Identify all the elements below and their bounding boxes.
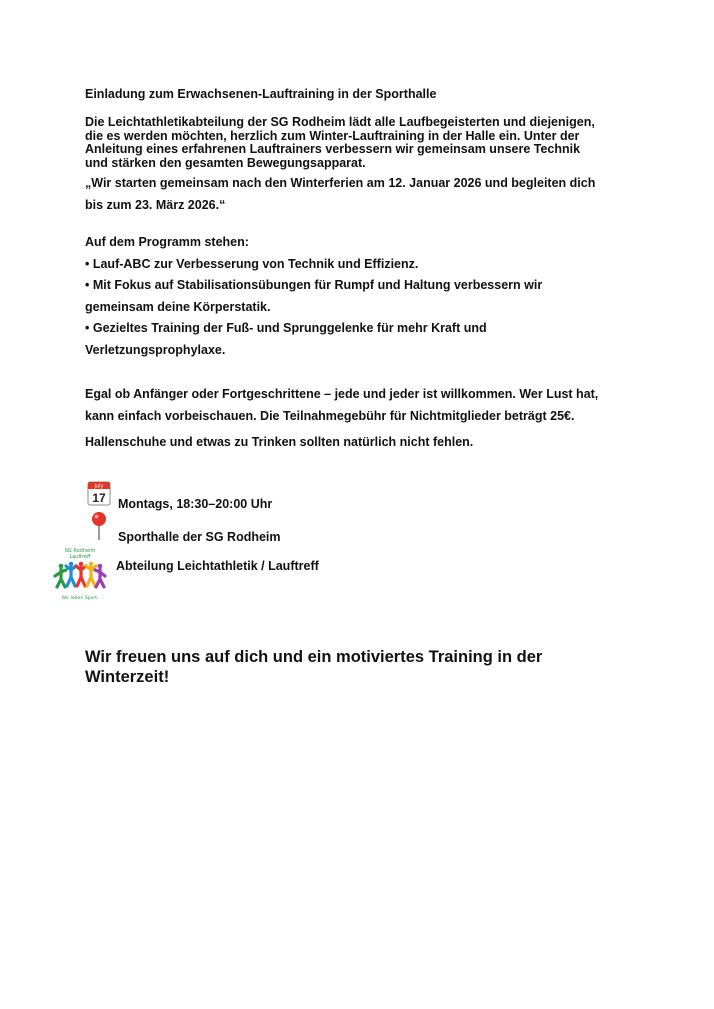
welcome-line: Hallenschuhe und etwas zu Trinken sollten natürlich nicht fehlen. <box>85 435 474 449</box>
map-pin-icon <box>90 511 108 541</box>
program-item: • Gezieltes Training der Fuß- und Sprunggelenke für mehr Kraft und <box>85 321 487 335</box>
intro-paragraph <box>85 116 645 170</box>
logo-bottom-text: Wir leben Sport. <box>61 596 99 601</box>
program-item: • Lauf-ABC zur Verbesserung von Technik und Effizienz. <box>85 256 419 271</box>
document-body <box>85 86 645 454</box>
quote-line: „Wir starten gemeinsam nach den Winterferien am 12. Januar 2026 und begleiten dich <box>85 176 596 190</box>
welcome-line: Egal ob Anfänger oder Fortgeschrittene – jede und jeder ist willkommen. Wer Lust hat, <box>85 387 599 401</box>
welcome-line: kann einfach vorbeischauen. Die Teilnahmegebühr für Nichtmitglieder beträgt 25€. <box>85 408 575 423</box>
event-time: Montags, 18:30–20:00 Uhr <box>118 497 273 511</box>
program-item: • Mit Fokus auf Stabilisationsübungen für Rumpf und Haltung verbessern wir <box>85 278 543 292</box>
program-item-continued: Verletzungsprophylaxe. <box>85 342 226 357</box>
closing-statement <box>85 647 645 687</box>
quote-paragraph <box>85 173 645 216</box>
welcome-paragraph <box>85 384 645 454</box>
closing-line: Winterzeit! <box>85 668 170 686</box>
closing-line: Wir freuen uns auf dich und ein motiviertes Training in der <box>85 648 543 666</box>
quote-line: bis zum 23. März 2026.“ <box>85 197 226 212</box>
intro-line: Die Leichtathletikabteilung der SG Rodheim lädt alle Laufbegeisterten und diejenigen, <box>85 115 595 129</box>
calendar-day: 17 <box>92 491 106 505</box>
department: Abteilung Leichtathletik / Lauftreff <box>116 559 319 573</box>
calendar-month: July <box>94 483 104 490</box>
intro-line: und stärken den gesamten Bewegungsapparat. <box>85 155 366 170</box>
program-list <box>85 232 645 361</box>
club-logo-icon <box>52 546 108 604</box>
intro-line: Anleitung eines erfahrenen Lauftrainers verbessern wir gemeinsam unsere Technik <box>85 142 581 156</box>
calendar-icon <box>87 480 111 506</box>
logo-mid-text: Lauftreff <box>69 554 91 560</box>
intro-line: die es werden möchten, herzlich zum Winter-Lauftraining in der Halle ein. Unter der <box>85 128 580 143</box>
logo-top-text: SG Rodheim <box>64 548 96 554</box>
program-heading: Auf dem Programm stehen: <box>85 235 249 249</box>
document-title: Einladung zum Erwachsenen-Lauftraining in der Sporthalle <box>85 87 437 101</box>
program-item-continued: gemeinsam deine Körperstatik. <box>85 299 271 314</box>
event-location: Sporthalle der SG Rodheim <box>118 530 281 544</box>
